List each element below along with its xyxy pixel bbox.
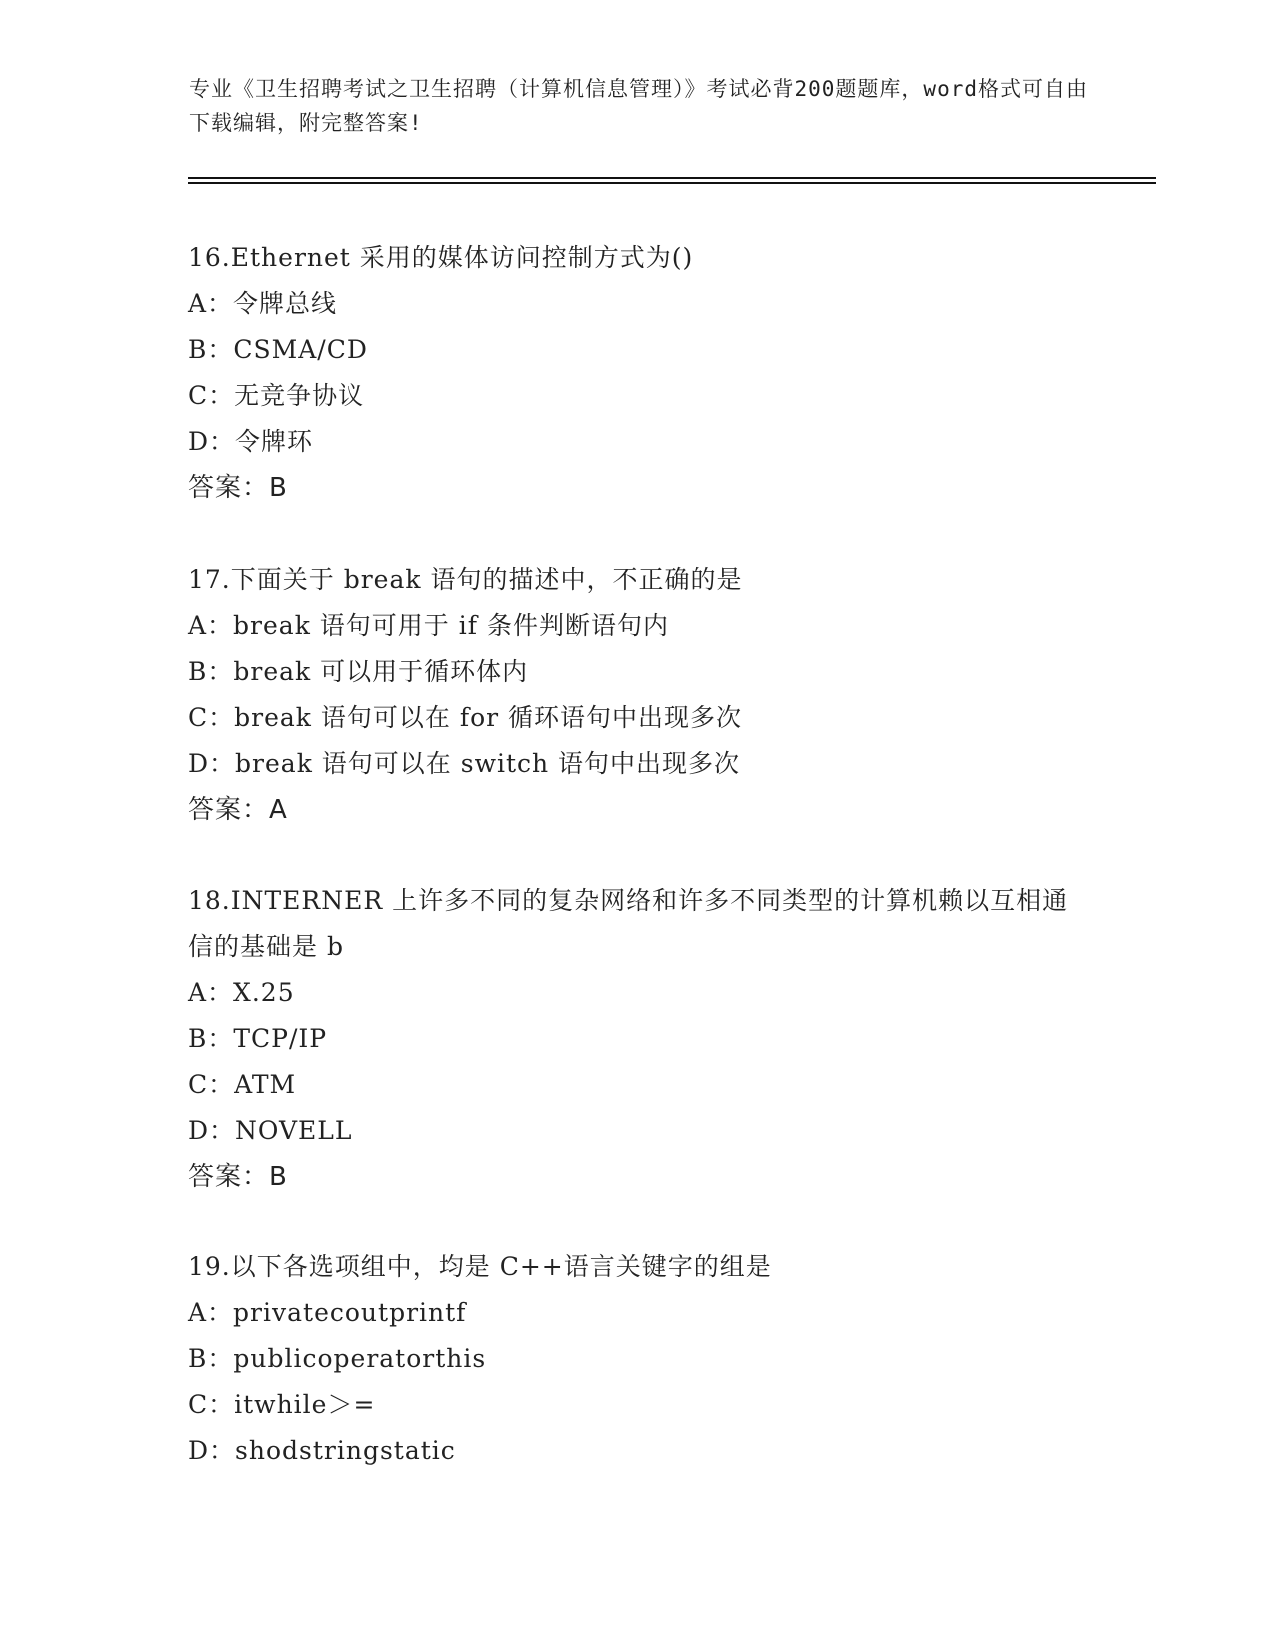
question-stem: 18.INTERNER 上许多不同的复杂网络和许多不同类型的计算机赖以互相通信的基础是 b xyxy=(188,886,1069,961)
question-19 xyxy=(188,1244,1088,1474)
answer-label: 答案：B xyxy=(188,1162,288,1192)
option-d: D：NOVELL xyxy=(188,1116,353,1145)
option-b: B：TCP/IP xyxy=(188,1024,328,1053)
answer-label: 答案：A xyxy=(188,795,288,825)
option-d: D：shodstringstatic xyxy=(188,1436,456,1465)
option-d: D：break 语句可以在 switch 语句中出现多次 xyxy=(188,749,741,778)
option-b: B：break 可以用于循环体内 xyxy=(188,657,529,686)
question-18 xyxy=(188,878,1088,1200)
header-rule-top xyxy=(188,177,1156,179)
option-d: D：令牌环 xyxy=(188,427,314,456)
option-a: A：break 语句可用于 if 条件判断语句内 xyxy=(188,611,669,640)
option-c: C：无竞争协议 xyxy=(188,381,365,410)
answer-label: 答案：B xyxy=(188,473,288,503)
option-a: A：privatecoutprintf xyxy=(188,1298,467,1327)
option-c: C：ATM xyxy=(188,1070,297,1099)
option-a: A：X.25 xyxy=(188,978,295,1007)
question-stem: 16.Ethernet 采用的媒体访问控制方式为() xyxy=(188,243,694,272)
question-stem: 17.下面关于 break 语句的描述中，不正确的是 xyxy=(188,565,743,594)
option-c: C：break 语句可以在 for 循环语句中出现多次 xyxy=(188,703,743,732)
option-c: C：itwhile＞= xyxy=(188,1390,376,1419)
option-b: B：publicoperatorthis xyxy=(188,1344,487,1373)
option-b: B：CSMA/CD xyxy=(188,335,368,364)
question-16 xyxy=(188,235,1088,511)
option-a: A：令牌总线 xyxy=(188,289,338,318)
question-17 xyxy=(188,557,1088,833)
document-header: 专业《卫生招聘考试之卫生招聘（计算机信息管理）》考试必背200题题库，word格式可自由下载编辑，附完整答案! xyxy=(189,77,1088,135)
header-rule-bottom xyxy=(188,182,1156,184)
question-stem: 19.以下各选项组中，均是 C++语言关键字的组是 xyxy=(188,1252,772,1281)
